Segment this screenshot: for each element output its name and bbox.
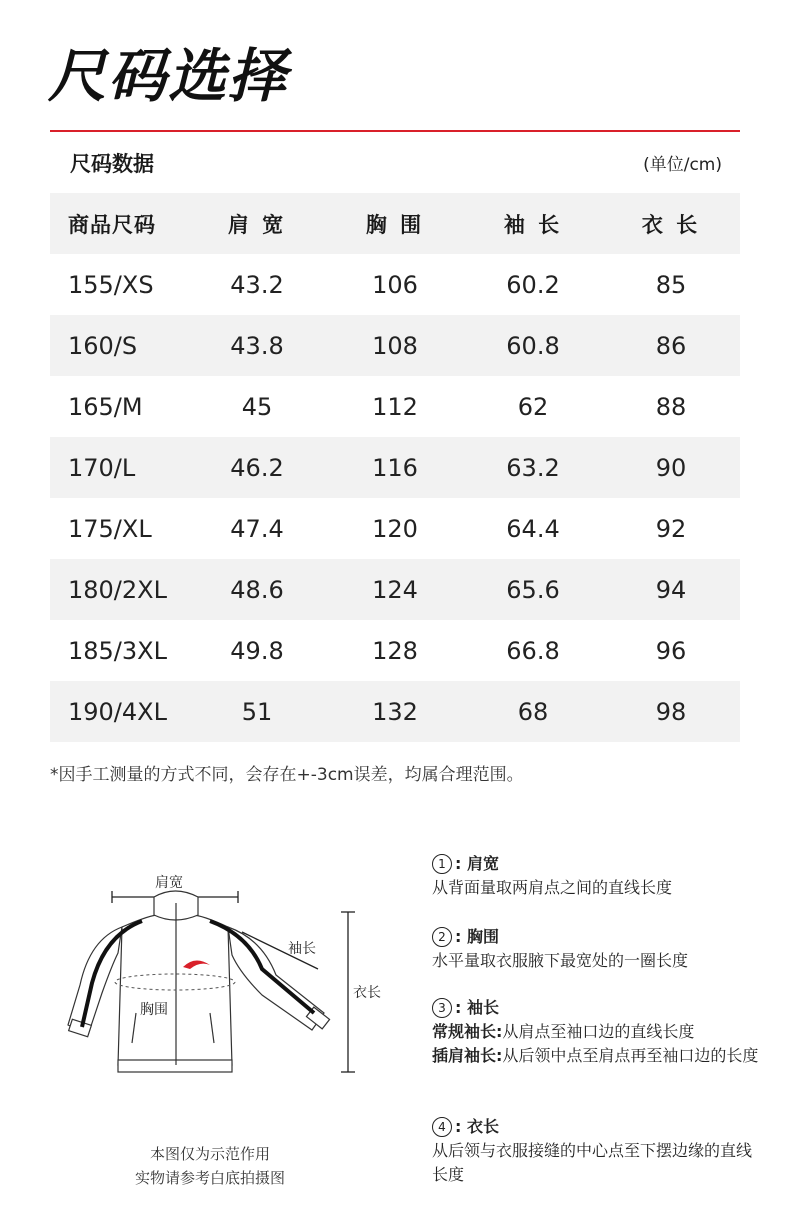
definition-chest [432, 925, 762, 973]
table-header-row [50, 193, 740, 254]
cell-size: 165/M [68, 392, 143, 421]
cell-shoulder: 45 [241, 392, 273, 421]
table-row [50, 315, 740, 376]
cell-size: 160/S [50, 315, 188, 376]
regular-sleeve-row [432, 1020, 762, 1044]
definition-shoulder [432, 852, 762, 900]
cell-length: 86 [602, 315, 740, 376]
header-chest: 胸 围 [326, 193, 464, 254]
raglan-sleeve-text: 从后领中点至肩点再至袖口边的长度 [502, 1046, 759, 1065]
cell-chest: 128 [372, 636, 418, 665]
number-badge: 2 [432, 927, 452, 947]
measurement-note: *因手工测量的方式不同，会存在+-3cm误差，均属合理范围。 [50, 765, 524, 785]
definition-text: 水平量取衣服腋下最宽处的一圈长度 [432, 951, 689, 970]
table-row [50, 437, 740, 498]
cell-sleeve: 65.6 [464, 559, 602, 620]
title-divider [50, 130, 740, 132]
cell-sleeve: 68 [464, 681, 602, 742]
cell-chest: 108 [326, 315, 464, 376]
number-badge: 1 [432, 854, 452, 874]
page-title: 尺码选择 [48, 42, 289, 110]
definition-text: 从后领与衣服接缝的中心点至下摆边缘的直线长度 [432, 1141, 753, 1184]
header-shoulder: 肩 宽 [188, 193, 326, 254]
diagram-caption [80, 1142, 340, 1190]
cell-chest: 124 [326, 559, 464, 620]
regular-sleeve-label: 常规袖长: [432, 1022, 503, 1041]
cell-shoulder: 49.8 [230, 636, 284, 665]
length-label: 衣长 [353, 985, 381, 1001]
cell-size: 180/2XL [50, 559, 188, 620]
cell-sleeve: 66.8 [506, 636, 560, 665]
definition-text: 从背面量取两肩点之间的直线长度 [432, 878, 673, 897]
header-length: 衣 长 [602, 193, 740, 254]
cell-chest: 112 [372, 392, 418, 421]
cell-size: 190/4XL [50, 681, 188, 742]
cell-sleeve: 63.2 [464, 437, 602, 498]
table-row [50, 254, 740, 315]
cell-sleeve: 60.8 [464, 315, 602, 376]
definition-title: : 肩宽 [455, 854, 499, 873]
sleeve-label: 袖长 [288, 941, 316, 957]
cell-length: 94 [602, 559, 740, 620]
raglan-sleeve-label: 插肩袖长: [432, 1046, 503, 1065]
raglan-sleeve-row [432, 1044, 762, 1068]
cell-shoulder: 47.4 [230, 514, 284, 543]
cell-shoulder: 51 [188, 681, 326, 742]
cell-size: 185/3XL [68, 636, 167, 665]
definition-title: : 胸围 [455, 927, 499, 946]
cell-length: 90 [602, 437, 740, 498]
section-label: 尺码数据 [70, 152, 154, 176]
number-badge: 3 [432, 998, 452, 1018]
cell-chest: 106 [372, 270, 418, 299]
regular-sleeve-text: 从肩点至袖口边的直线长度 [502, 1022, 695, 1041]
jacket-outline [68, 891, 330, 1072]
table-row [50, 498, 740, 559]
cell-size: 175/XL [68, 514, 152, 543]
size-table [50, 193, 740, 742]
definition-length [432, 1115, 762, 1187]
jacket-diagram [50, 855, 400, 1095]
caption-line: 实物请参考白底拍摄图 [134, 1169, 285, 1187]
cell-length: 98 [602, 681, 740, 742]
cell-sleeve: 64.4 [506, 514, 560, 543]
header-sleeve: 袖 长 [464, 193, 602, 254]
caption-line: 本图仅为示范作用 [149, 1145, 270, 1163]
table-row [50, 376, 740, 437]
cell-length: 88 [655, 392, 687, 421]
cell-length: 92 [655, 514, 687, 543]
cell-shoulder: 43.2 [230, 270, 284, 299]
cell-chest: 120 [372, 514, 418, 543]
definition-title: : 袖长 [455, 998, 499, 1017]
cell-length: 85 [655, 270, 687, 299]
definition-sleeve [432, 996, 762, 1068]
cell-length: 96 [655, 636, 687, 665]
cell-size: 155/XS [68, 270, 154, 299]
chest-label: 胸围 [140, 1002, 168, 1018]
definition-title: : 衣长 [455, 1117, 499, 1136]
table-row [50, 559, 740, 620]
cell-sleeve: 60.2 [506, 270, 560, 299]
cell-shoulder: 46.2 [188, 437, 326, 498]
unit-label: (单位/cm) [643, 155, 722, 175]
number-badge: 4 [432, 1117, 452, 1137]
cell-size: 170/L [50, 437, 188, 498]
cell-chest: 116 [326, 437, 464, 498]
table-row [50, 620, 740, 681]
header-size: 商品尺码 [50, 193, 188, 254]
shoulder-label: 肩宽 [155, 875, 183, 891]
table-row [50, 681, 740, 742]
cell-chest: 132 [326, 681, 464, 742]
cell-shoulder: 48.6 [188, 559, 326, 620]
cell-shoulder: 43.8 [188, 315, 326, 376]
cell-sleeve: 62 [517, 392, 549, 421]
